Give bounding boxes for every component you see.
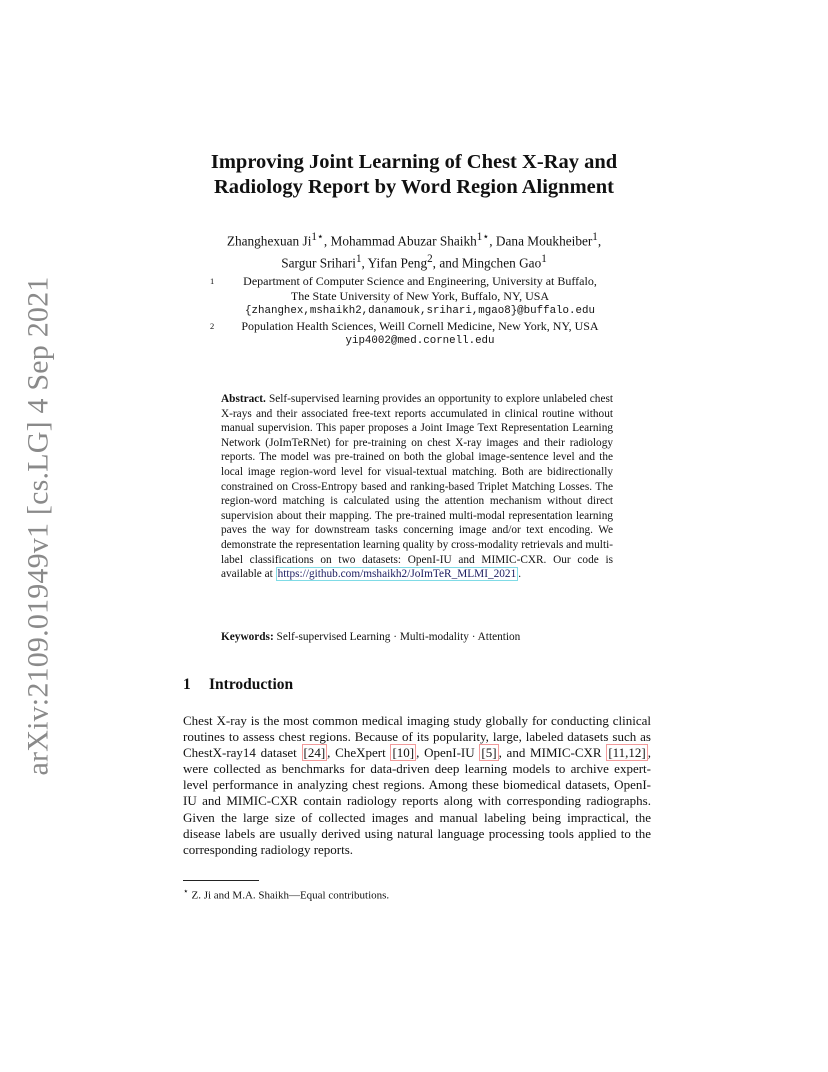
- abstract: [221, 392, 613, 582]
- abstract-text: Self-supervised learning provides an opportunity to explore unlabeled chest X-rays and their associated free-text reports accumulated in clinical routine without manual supervision. This paper proposes a Joint Image Text Representation Learning Network (JoImTeRNet) for pre-training on chest X-ray images and their radiology reports. The model was pre-trained on both the global image-sentence level and the local image region-word level for visual-textual matching. Both are bidirectionally constrained on Cross-Entropy based and ranking-based Triplet Matching Losses. The region-word matching is calculated using the attention mechanism without direct supervision about their mapping. The pre-trained multi-modal representation learning paves the way for downstream tasks concerning image and/or text encoding. We demonstrate the representation learning quality by cross-modality retrievals and multi-label classifications on two datasets: OpenI-IU and MIMIC-CXR. Our code is available at: [221, 393, 614, 581]
- author-name: Sargur Srihari: [281, 255, 356, 271]
- keywords: [221, 630, 621, 644]
- keywords-text: Self-supervised Learning · Multi-modality · Attention: [276, 631, 521, 643]
- author-conjunction: and: [439, 255, 459, 271]
- author-affil-mark: 1: [592, 231, 598, 243]
- affiliation-mark: 2: [210, 321, 215, 331]
- intro-text: , CheXpert: [327, 745, 391, 761]
- affiliation-text: Department of Computer Science and Engineering, University at Buffalo,: [243, 274, 597, 288]
- paper-title: [0, 150, 828, 200]
- author-affil-mark: 1⋆: [311, 231, 324, 243]
- intro-text: Chest X-ray is the most common medical imaging study globally for conducting clinical routines to assess chest regions. Because of its popularity, large, labeled datasets such as ChestX-ray14 dataset: [183, 713, 651, 761]
- intro-text: , OpenI-IU: [416, 745, 480, 761]
- abstract-end: .: [518, 568, 522, 581]
- keywords-label: Keywords:: [221, 631, 274, 643]
- author-affil-mark: 1: [355, 253, 362, 266]
- author-line-1: Zhanghexuan $Ji^{1⋆}$, Mohammad Abuzar Shaikh$^{1⋆}$, Dana Moukheiber$^1$,: [226, 231, 602, 249]
- section-number: 1: [183, 676, 191, 693]
- affiliation-2-email: yip4002@med.cornell.edu: [345, 335, 495, 347]
- author-name: Yifan Peng: [367, 255, 428, 271]
- arxiv-identifier: arXiv:2109.01949v1 [cs.LG] 4 Sep 2021: [21, 276, 55, 776]
- footnote-rule: [183, 880, 259, 881]
- arxiv-side-stamp: [16, 276, 60, 776]
- author-name: Mingchen Gao: [461, 255, 542, 271]
- citation-link[interactable]: [5]: [481, 745, 497, 761]
- intro-text: , and MIMIC-CXR: [498, 745, 607, 761]
- author-affil-mark: 1⋆: [476, 231, 490, 243]
- author-line-2: Sargur Srihari$^1$, Yifan Peng$^2$, and Mingchen Gao$^1$: [281, 253, 547, 271]
- affiliation-1-email: {zhanghex,mshaikh2,danamouk,srihari,mgao8}@buffalo.edu: [245, 305, 595, 317]
- footnote: [183, 886, 389, 902]
- author-affil-mark: 2: [427, 253, 433, 266]
- title-line-2: Radiology Report by Word Region Alignment: [214, 176, 614, 198]
- affiliation-mark: 1: [210, 276, 215, 286]
- footnote-text: Z. Ji and M.A. Shaikh—Equal contributions.: [191, 889, 390, 902]
- affiliation-2-line-1: [200, 319, 640, 334]
- author-affil-mark: 1: [541, 253, 547, 266]
- affiliation-text: Population Health Sciences, Weill Cornell Medicine, New York, NY, USA: [241, 319, 599, 333]
- introduction-paragraph: [183, 713, 651, 858]
- affiliations: [200, 274, 640, 349]
- intro-text: , were collected as benchmarks for data-driven deep learning models to archive expert-level performance in analyzing chest regions. Among these biomedical datasets, OpenI-IU and MIMIC-CXR contain radiology reports along with corresponding radiographs. Given the large size of collected images and manual labeling being impractical, the disease labels are usually derived using natural language processing tools applied to the corresponding radiology reports.: [183, 745, 651, 857]
- citation-link[interactable]: [10]: [392, 745, 415, 761]
- affiliation-1-line-2: The State University of New York, Buffalo, NY, USA: [290, 289, 550, 303]
- author-name: Dana Moukheiber: [495, 233, 593, 249]
- abstract-label: Abstract.: [221, 393, 266, 405]
- section-title: Introduction: [209, 676, 294, 693]
- author-name: Mohammad Abuzar Shaikh: [330, 233, 477, 249]
- title-line-1: Improving Joint Learning of Chest X-Ray and: [210, 151, 618, 173]
- section-heading-introduction: [183, 676, 293, 694]
- code-repository-link[interactable]: https://github.com/mshaikh2/JoImTeR_MLMI_2021: [277, 568, 517, 581]
- author-list: [0, 228, 828, 273]
- citation-link[interactable]: [11,12]: [608, 745, 646, 761]
- author-name: Zhanghexuan Ji: [226, 233, 312, 249]
- citation-link[interactable]: [24]: [303, 745, 326, 761]
- footnote-mark: ⋆: [183, 886, 189, 896]
- affiliation-1-line-1: [200, 274, 640, 289]
